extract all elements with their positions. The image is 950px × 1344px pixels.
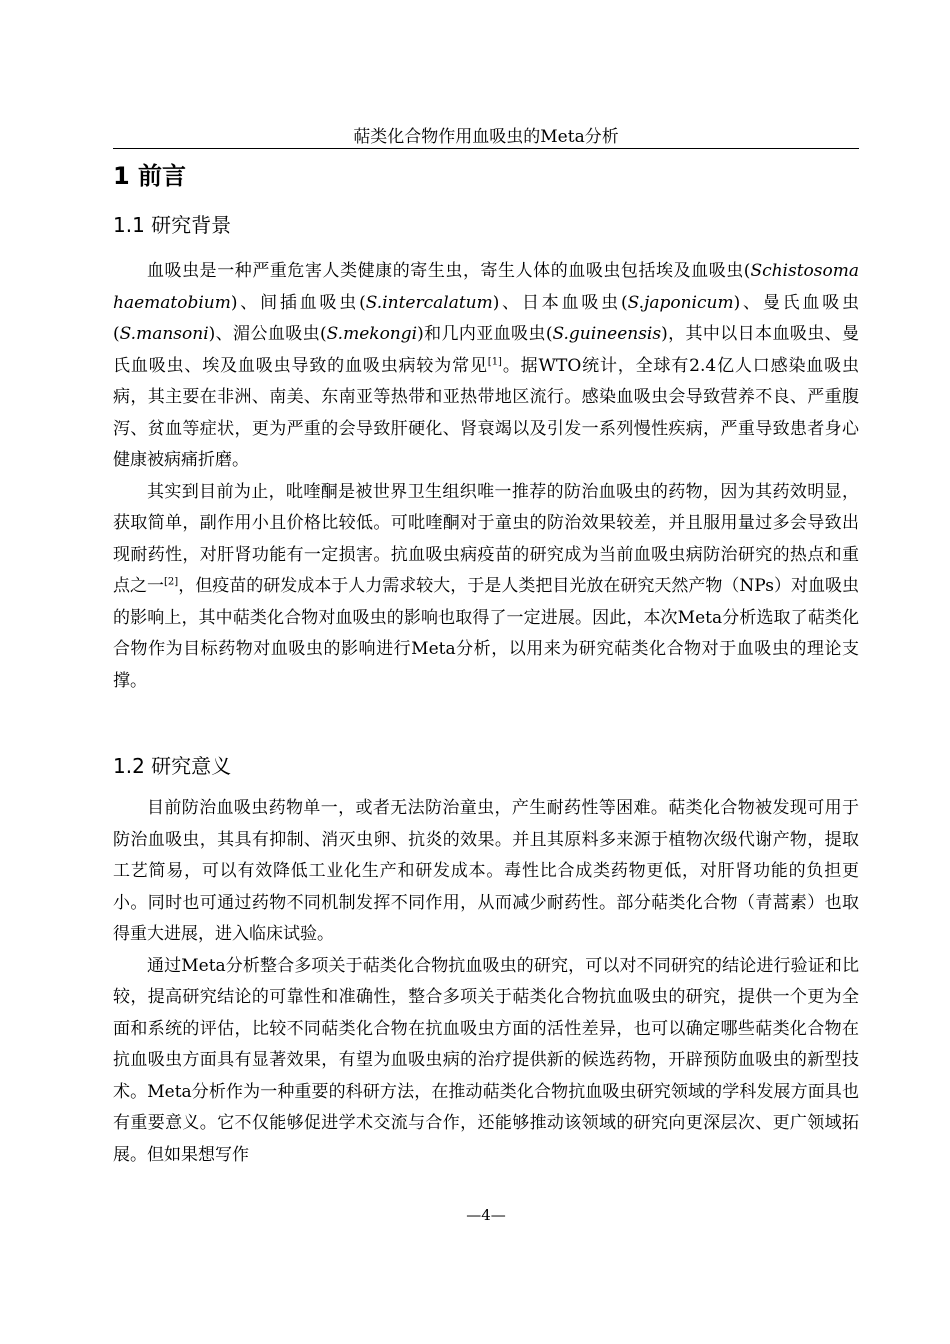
species-name: Schistosoma haematobium (113, 261, 859, 313)
paragraph (113, 793, 859, 951)
text-run: 目前防治血吸虫药物单一，或者无法防治童虫，产生耐药性等困难。萜类化合物被发现可用于防治血吸虫，其具有抑制、消灭虫卵、抗炎的效果。并且其原料多来源于植物次级代谢产物，提取工艺简易，可以有效降低工业化生产和研发成本。毒性比合成类药物更低，对肝肾功能的负担更小。同时也可通过药物不同机制发挥不同作用，从而减少耐药性。部分萜类化合物（青蒿素）也取得重大进展，进入临床试验。 (113, 798, 859, 944)
running-header: 萜类化合物作用血吸虫的Meta分析 (353, 127, 619, 147)
text-run: )、湄公血吸虫( (208, 324, 327, 344)
text-run: 通过Meta分析整合多项关于萜类化合物抗血吸虫的研究，可以对不同研究的结论进行验证和比较，提高研究结论的可靠性和准确性，整合多项关于萜类化合物抗血吸虫的研究，提供一个更为全面和系统的评估，比较不同萜类化合物在抗血吸虫方面的活性差异，也可以确定哪些萜类化合物在抗血吸虫方面具有显著效果，有望为血吸虫病的治疗提供新的候选药物，开辟预防血吸虫的新型技术。Meta分析作为一种重要的科研方法，在推动萜类化合物抗血吸虫研究领域的学科发展方面具也有重要意义。它不仅能够促进学术交流与合作，还能够推动该领域的研究向更深层次、更广领域拓展。但如果想写作 (113, 955, 859, 1165)
section-title-background: 1.1 研究背景 (113, 213, 232, 237)
text-run: )和几内亚血吸虫( (417, 324, 553, 344)
citation-reference: [2] (164, 576, 179, 588)
text-run: )，其中以日本血吸虫、曼氏血吸虫、埃及血吸虫导致的血吸虫病较为常见 (113, 324, 860, 376)
paragraph (113, 256, 859, 477)
text-run: 。据WTO统计，全球有2.4亿人口感染血吸虫病，其主要在非洲、南美、东南亚等热带和亚热带地区流行。感染血吸虫会导致营养不良、严重腹泻、贫血等症状，更为严重的会导致肝硬化、肾衰竭以及引发一系列慢性疾病，严重导致患者身心健康被病痛折磨。 (113, 355, 859, 470)
citation-reference: [1] (487, 355, 502, 367)
text-run: ，但疫苗的研发成本于人力需求较大，于是人类把目光放在研究天然产物（NPs）对血吸虫的影响上，其中萜类化合物对血吸虫的影响也取得了一定进展。因此，本次Meta分析选取了萜类化合物作为目标药物对血吸虫的影响进行Meta分析，以用来为研究萜类化合物对于血吸虫的理论支撑。 (113, 576, 860, 691)
text-run: )、曼氏血吸虫( (113, 292, 860, 344)
chapter-title: 1 前言 (113, 162, 187, 190)
text-run: )、日本血吸虫( (492, 292, 628, 313)
section-body-background (113, 256, 859, 697)
species-name: S.guineensis (552, 324, 662, 344)
text-run: )、间插血吸虫( (230, 292, 366, 313)
text-run: 血吸虫是一种严重危害人类健康的寄生虫，寄生人体的血吸虫包括埃及血吸虫( (147, 261, 751, 281)
paragraph (113, 477, 859, 698)
section-title-significance: 1.2 研究意义 (113, 754, 232, 778)
header-rule (113, 148, 859, 149)
species-name: S.mekongi (326, 324, 418, 344)
species-name: S.mansoni (119, 324, 209, 344)
text-run: 其实到目前为止，吡喹酮是被世界卫生组织唯一推荐的防治血吸虫的药物，因为其药效明显，获取简单，副作用小且价格比较低。可吡喹酮对于童虫的防治效果较差，并且服用量过多会导致出现耐药性，对肝肾功能有一定损害。抗血吸虫病疫苗的研究成为当前血吸虫病防治研究的热点和重点之一 (113, 481, 859, 596)
paragraph (113, 951, 859, 1172)
section-body-significance (113, 793, 859, 1171)
species-name: S.japonicum (627, 292, 734, 313)
page-number: —4— (466, 1206, 506, 1224)
species-name: S.intercalatum (365, 292, 493, 313)
